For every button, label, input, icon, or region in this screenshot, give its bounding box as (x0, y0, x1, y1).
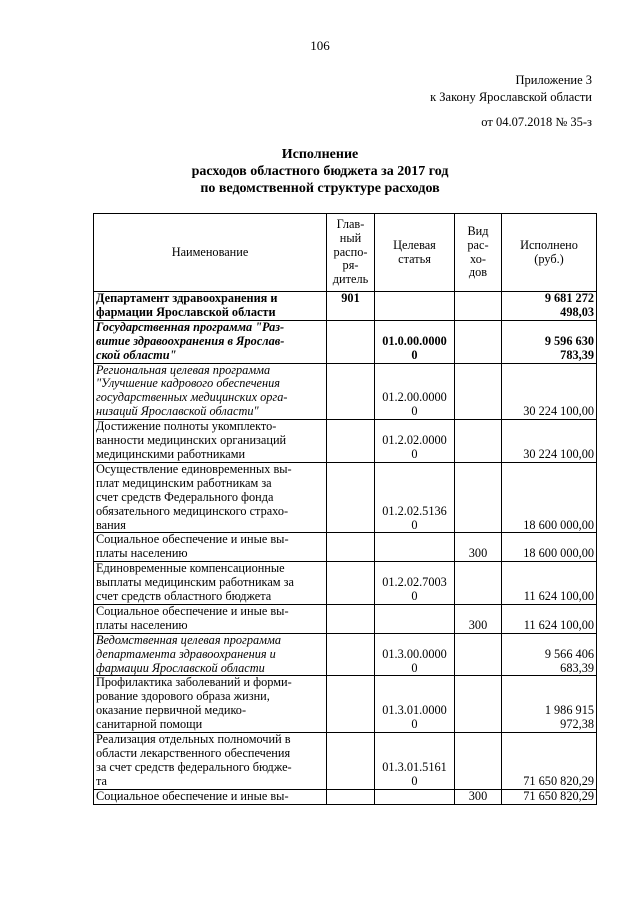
row-name: Ведомственная целевая программа департамента здравоохранения и фармации Ярославской области (94, 633, 327, 676)
row-expense (455, 363, 502, 420)
table-row (94, 462, 597, 533)
row-amount: 71 650 820,29 (502, 789, 597, 804)
row-target (375, 789, 455, 804)
row-target: 01.3.01.0000 0 (375, 676, 455, 733)
row-target (375, 604, 455, 633)
row-name: Департамент здравоохранения и фармации Ярославской области (94, 292, 327, 321)
title-line-3: по ведомственной структуре расходов (200, 181, 440, 196)
row-name: Профилактика заболеваний и форми- рование здорового образа жизни, оказание первичной медико- санитарной помощи (94, 676, 327, 733)
row-admin (327, 789, 375, 804)
row-admin: 901 (327, 292, 375, 321)
row-name: Социальное обеспечение и иные вы- (94, 789, 327, 804)
row-amount: 9 681 272 498,03 (502, 292, 597, 321)
row-expense (455, 420, 502, 463)
row-target (375, 292, 455, 321)
annex-law-reference: к Закону Ярославской области (430, 90, 592, 104)
row-amount: 11 624 100,00 (502, 604, 597, 633)
row-admin (327, 462, 375, 533)
row-admin (327, 420, 375, 463)
header-expense-type: Вид рас- хо- дов (455, 214, 502, 292)
row-amount: 18 600 000,00 (502, 533, 597, 562)
row-target (375, 533, 455, 562)
row-admin (327, 533, 375, 562)
table-row (94, 363, 597, 420)
row-target: 01.2.02.7003 0 (375, 562, 455, 605)
row-name: Реализация отдельных полномочий в области лекарственного обеспечения за счет средств федерального бюдже- та (94, 733, 327, 790)
row-target: 01.2.02.0000 0 (375, 420, 455, 463)
row-amount: 30 224 100,00 (502, 420, 597, 463)
row-admin (327, 676, 375, 733)
row-amount: 9 596 630 783,39 (502, 320, 597, 363)
table-row (94, 676, 597, 733)
row-expense: 300 (455, 533, 502, 562)
row-admin (327, 633, 375, 676)
row-name: Региональная целевая программа "Улучшение кадрового обеспечения государственных медицинских орга- низаций Ярославской области" (94, 363, 327, 420)
row-name: Осуществление единовременных вы- плат медицинским работникам за счет средств Федерального фонда обязательного медицинского страхо- вания (94, 462, 327, 533)
row-target: 01.3.01.5161 0 (375, 733, 455, 790)
row-name: Социальное обеспечение и иные вы- платы населению (94, 533, 327, 562)
row-expense (455, 733, 502, 790)
table-row (94, 320, 597, 363)
row-name: Достижение полноты укомплекто- ванности медицинских организаций медицинскими работниками (94, 420, 327, 463)
row-expense (455, 320, 502, 363)
row-amount: 9 566 406 683,39 (502, 633, 597, 676)
header-admin: Глав- ный распо- ря- дитель (327, 214, 375, 292)
table-row (94, 604, 597, 633)
document-title (0, 146, 640, 197)
row-expense (455, 676, 502, 733)
row-expense: 300 (455, 789, 502, 804)
table-row (94, 789, 597, 804)
row-expense (455, 562, 502, 605)
budget-table (93, 213, 597, 805)
row-amount: 30 224 100,00 (502, 363, 597, 420)
row-amount: 71 650 820,29 (502, 733, 597, 790)
annex-law-date: от 04.07.2018 № 35-з (481, 115, 592, 129)
table-row (94, 533, 597, 562)
row-admin (327, 363, 375, 420)
row-admin (327, 604, 375, 633)
row-expense (455, 462, 502, 533)
table-header-row (94, 214, 597, 292)
row-expense (455, 292, 502, 321)
row-target: 01.3.00.0000 0 (375, 633, 455, 676)
table-row (94, 420, 597, 463)
row-admin (327, 733, 375, 790)
row-admin (327, 562, 375, 605)
row-expense (455, 633, 502, 676)
row-amount: 18 600 000,00 (502, 462, 597, 533)
title-line-2: расходов областного бюджета за 2017 год (191, 164, 449, 179)
row-amount: 1 986 915 972,38 (502, 676, 597, 733)
title-line-1: Исполнение (281, 147, 359, 162)
row-name: Государственная программа "Раз- витие здравоохранения в Ярослав- ской области" (94, 320, 327, 363)
row-amount: 11 624 100,00 (502, 562, 597, 605)
row-target: 01.0.00.0000 0 (375, 320, 455, 363)
row-name: Единовременные компенсационные выплаты медицинским работникам за счет средств областного бюджета (94, 562, 327, 605)
row-target: 01.2.00.0000 0 (375, 363, 455, 420)
header-target: Целевая статья (375, 214, 455, 292)
row-name: Социальное обеспечение и иные вы- платы населению (94, 604, 327, 633)
annex-label: Приложение 3 (515, 73, 592, 87)
table-row (94, 733, 597, 790)
row-expense: 300 (455, 604, 502, 633)
header-executed: Исполнено (руб.) (502, 214, 597, 292)
table-row (94, 292, 597, 321)
row-admin (327, 320, 375, 363)
row-target: 01.2.02.5136 0 (375, 462, 455, 533)
table-row (94, 562, 597, 605)
header-name: Наименование (94, 214, 327, 292)
table-row (94, 633, 597, 676)
page-number: 106 (310, 38, 330, 53)
